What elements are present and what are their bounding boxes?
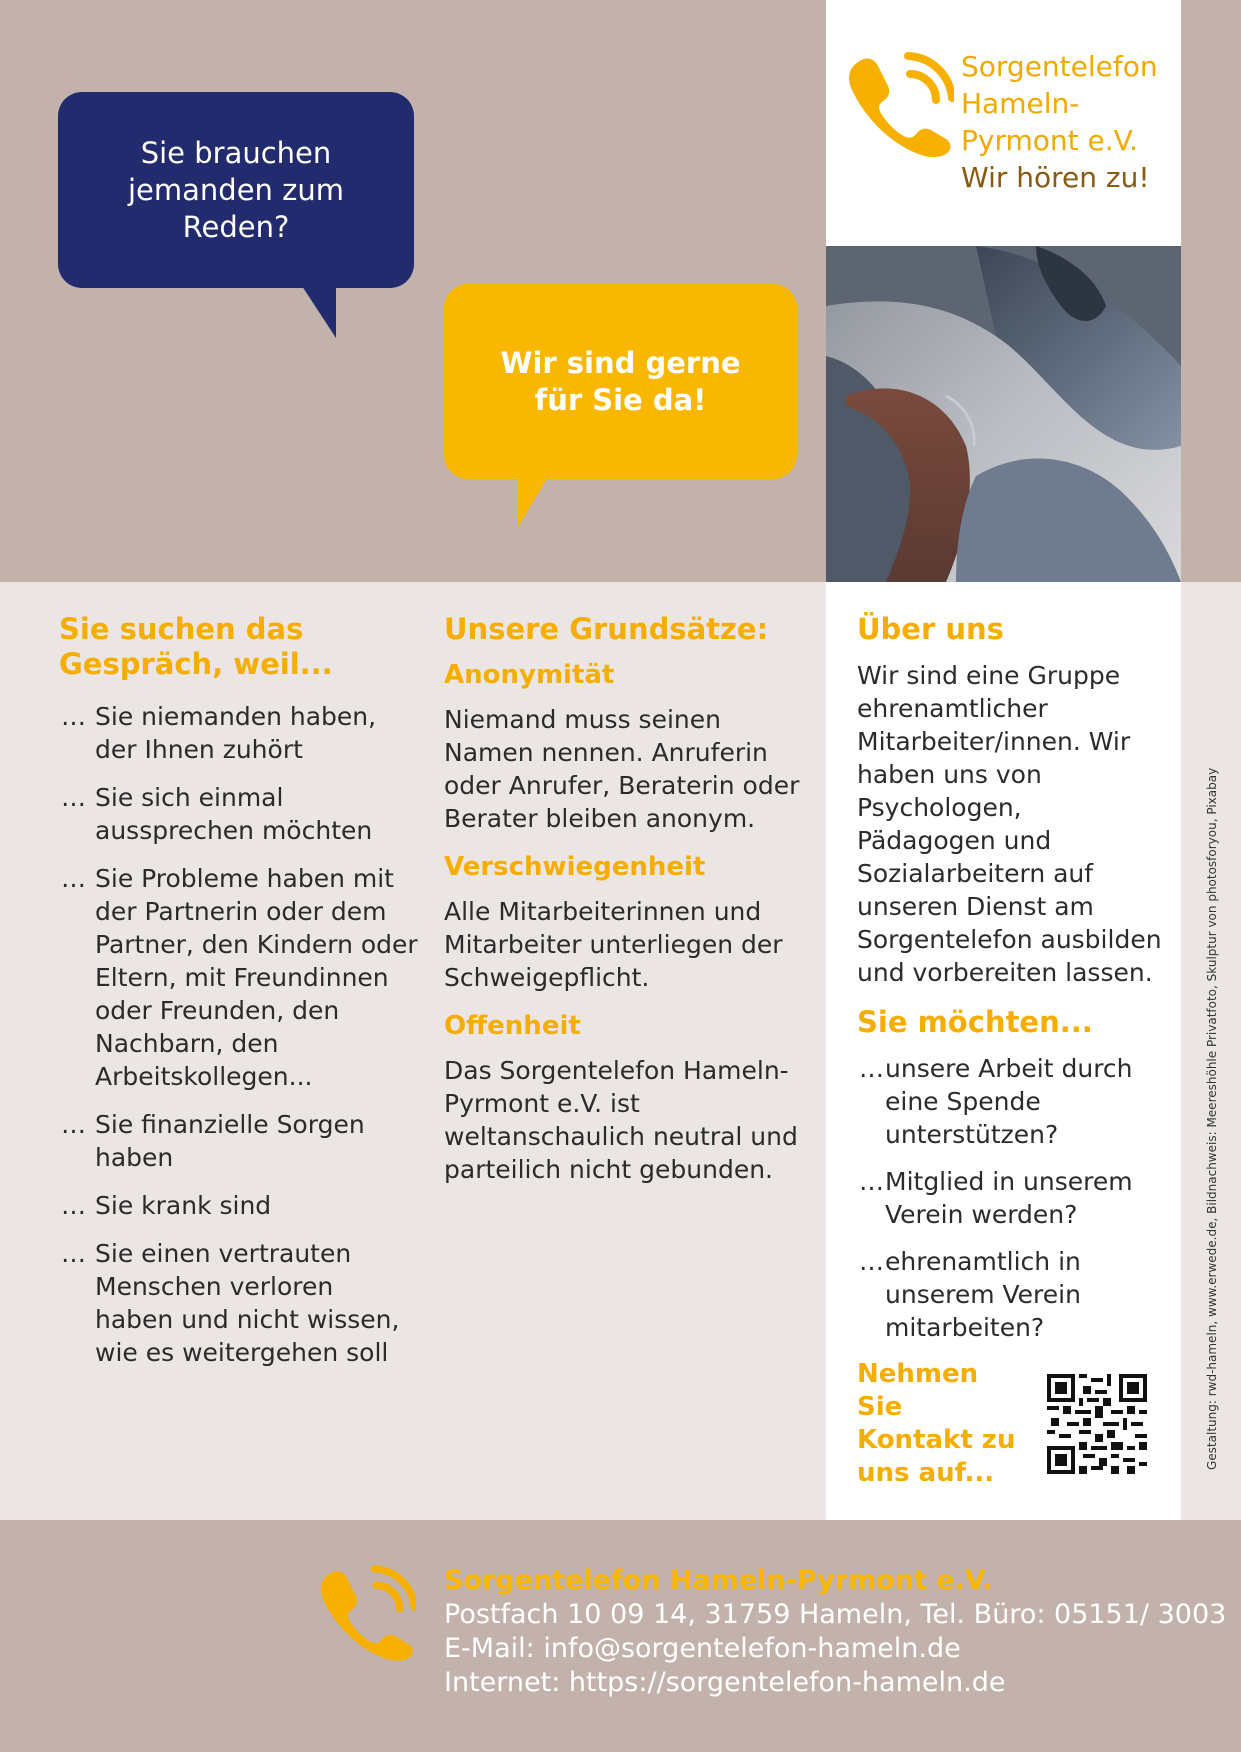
list-item: … Sie Probleme haben mit der Partnerin oder dem Partner, den Kindern oder Eltern, mit Freundinnen oder Freunden, den Nachbarn, den Arbeitskollegen... — [59, 862, 419, 1093]
wishes-list — [857, 1052, 1167, 1344]
column-principles — [444, 612, 804, 1186]
qr-code[interactable] — [1047, 1374, 1147, 1474]
list-item: … Sie niemanden haben, der Ihnen zuhört — [59, 700, 419, 766]
reasons-list — [59, 700, 419, 1369]
logo-name-line: Pyrmont e.V. — [961, 124, 1139, 157]
bubble-line: Wir sind gerne — [500, 345, 741, 380]
logo-text — [961, 48, 1181, 196]
principle-text: Alle Mitarbeiterinnen und Mitarbeiter unterliegen der Schweigepflicht. — [444, 897, 783, 992]
speech-bubble-yellow-tail — [518, 477, 548, 527]
speech-bubble-blue-tail — [302, 286, 336, 338]
image-credits: Gestaltung: rwd-hameln, www.erwede.de, Bildnachweis: Meereshöhle Privatfoto, Skulptur von photosforyou, Pixabay — [1205, 767, 1219, 1470]
footer-website[interactable]: Internet: https://sorgentelefon-hameln.de — [444, 1667, 1006, 1698]
column-about — [857, 612, 1167, 1490]
list-item: … Sie einen vertrauten Menschen verloren haben und nicht wissen, wie es weitergehen soll — [59, 1237, 419, 1369]
bubble-line: für Sie da! — [534, 382, 707, 417]
logo-name-line: Hameln- — [961, 87, 1080, 120]
principles-heading: Unsere Grundsätze: — [444, 612, 769, 646]
bubble-line: Reden? — [182, 209, 290, 244]
list-item: … ehrenamtlich in unserem Verein mitarbeiten? — [857, 1245, 1167, 1344]
logo-name-line: Sorgentelefon — [961, 50, 1158, 83]
list-item: … Mitglied in unserem Verein werden? — [857, 1165, 1167, 1231]
logo-tagline: Wir hören zu! — [961, 161, 1150, 194]
about-heading: Über uns — [857, 612, 1004, 646]
list-item: … Sie sich einmal aussprechen möchten — [59, 781, 419, 847]
bubble-line: jemanden zum — [128, 172, 344, 207]
sculpture-photo — [826, 246, 1181, 582]
speech-bubble-blue — [58, 92, 414, 288]
footer-email[interactable]: E-Mail: info@sorgentelefon-hameln.de — [444, 1633, 961, 1664]
list-item: … Sie finanzielle Sorgen haben — [59, 1108, 419, 1174]
column-reasons — [59, 612, 419, 1384]
wishes-heading: Sie möchten... — [857, 1005, 1093, 1039]
list-item: … unsere Arbeit durch eine Spende unterstützen? — [857, 1052, 1167, 1151]
about-text: Wir sind eine Gruppe ehrenamtlicher Mitarbeiter/innen. Wir haben uns von Psychologen, Pädagogen und Sozialarbeitern auf unseren Dienst am Sorgentelefon ausbilden und vorbereiten lassen. — [857, 661, 1162, 987]
principle-title: Offenheit — [444, 1011, 581, 1041]
principle-title: Verschwiegenheit — [444, 852, 706, 882]
speech-bubble-yellow — [444, 284, 797, 479]
phone-icon — [844, 52, 954, 157]
principle-text: Niemand muss seinen Namen nennen. Anruferin oder Anrufer, Beraterin oder Berater bleiben anonym. — [444, 705, 800, 833]
principle-title: Anonymität — [444, 660, 615, 690]
sculpture-image — [826, 246, 1181, 582]
footer-address: Postfach 10 09 14, 31759 Hameln, Tel. Büro: 05151/ 3003 — [444, 1599, 1227, 1630]
principle-text: Das Sorgentelefon Hameln-Pyrmont e.V. ist weltanschaulich neutral und parteilich nicht gebunden. — [444, 1056, 798, 1184]
contact-call-to-action: Nehmen Sie Kontakt zu uns auf... — [857, 1359, 1016, 1488]
phone-icon — [316, 1563, 416, 1663]
list-item: … Sie krank sind — [59, 1189, 419, 1222]
bubble-line: Sie brauchen — [140, 135, 332, 170]
footer-title: Sorgentelefon Hameln-Pyrmont e.V. — [444, 1565, 993, 1596]
reasons-heading: Sie suchen das Gespräch, weil... — [59, 612, 333, 681]
footer-contact — [444, 1564, 1226, 1700]
